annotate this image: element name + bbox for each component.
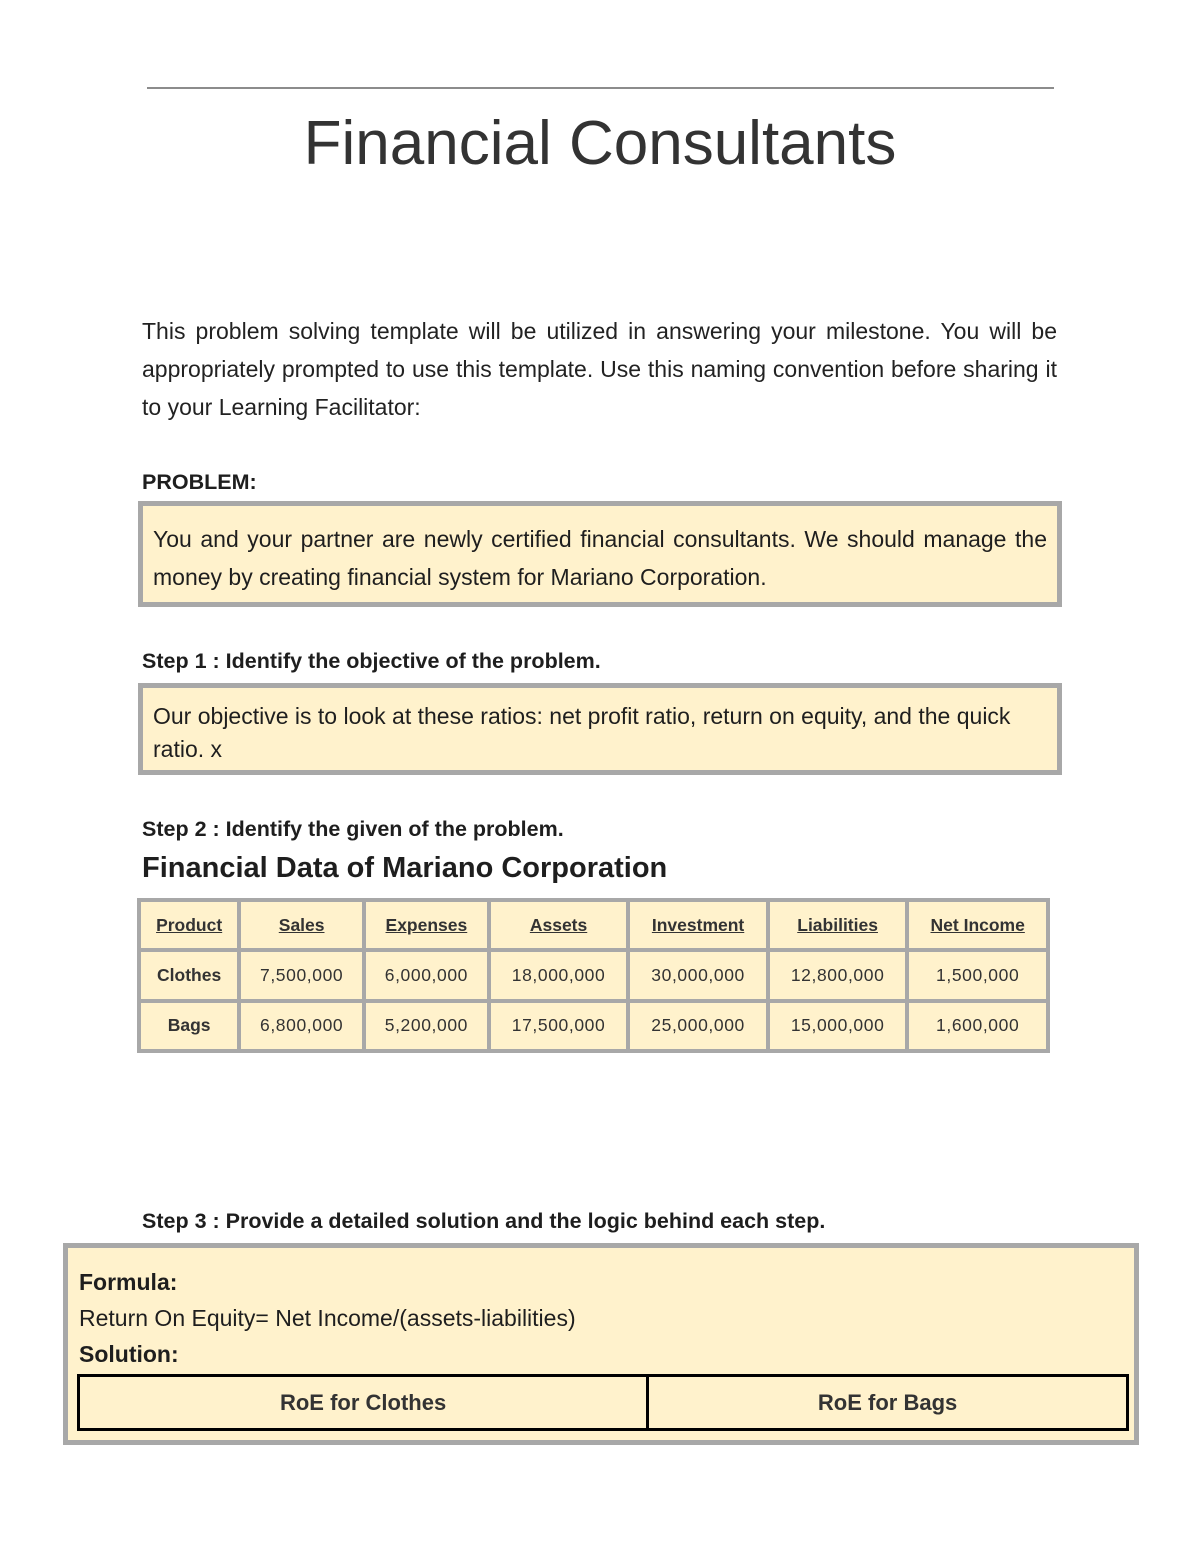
header-cell: Expenses [364,900,489,950]
table-cell: Clothes [139,950,239,1000]
table-cell: 1,600,000 [907,1001,1048,1051]
step2-label: Step 2 : Identify the given of the problem. [142,817,564,841]
problem-label: PROBLEM: [142,470,257,494]
step3-label: Step 3 : Provide a detailed solution and the logic behind each step. [142,1209,826,1233]
table-cell: 25,000,000 [628,1001,768,1051]
table-header-row [139,900,1048,950]
table-row [139,1001,1048,1051]
roe-bags-cell: RoE for Bags [648,1376,1128,1430]
financial-data-heading: Financial Data of Mariano Corporation [142,852,668,884]
table-cell: 1,500,000 [907,950,1048,1000]
objective-text: Our objective is to look at these ratios: net profit ratio, return on equity, and the quick ratio. x [153,703,1011,762]
header-cell: Net Income [907,900,1048,950]
intro-paragraph: This problem solving template will be utilized in answering your milestone. You will be appropriately prompted to use this template. Use this naming convention before sharing it to your Learning Facilitator: [142,318,1057,420]
table-cell: 30,000,000 [628,950,768,1000]
problem-box [138,501,1062,607]
header-cell: Assets [489,900,629,950]
table-cell: 18,000,000 [489,950,629,1000]
table-cell: 17,500,000 [489,1001,629,1051]
table-cell: 15,000,000 [768,1001,908,1051]
table-cell: 7,500,000 [239,950,364,1000]
header-cell: Liabilities [768,900,908,950]
header-cell: Sales [239,900,364,950]
financial-data-table [137,898,1050,1053]
table-cell: 6,800,000 [239,1001,364,1051]
solution-heading: Solution: [79,1341,179,1367]
table-cell: 12,800,000 [768,950,908,1000]
objective-box [138,683,1062,775]
top-rule [147,87,1054,89]
roe-header-row [79,1376,1128,1430]
table-cell: 5,200,000 [364,1001,489,1051]
table-cell: 6,000,000 [364,950,489,1000]
roe-clothes-cell: RoE for Clothes [79,1376,648,1430]
table-row [139,950,1048,1000]
header-cell: Product [139,900,239,950]
header-cell: Investment [628,900,768,950]
formula-text: Return On Equity= Net Income/(assets-liabilities) [79,1305,576,1331]
step1-label: Step 1 : Identify the objective of the problem. [142,649,601,673]
formula-heading: Formula: [79,1269,178,1295]
roe-table [77,1374,1129,1431]
solution-box [63,1243,1139,1445]
problem-text: You and your partner are newly certified financial consultants. We should manage the money by creating financial system for Mariano Corporation. [153,526,1047,590]
table-cell: Bags [139,1001,239,1051]
page-title: Financial Consultants [303,109,897,178]
